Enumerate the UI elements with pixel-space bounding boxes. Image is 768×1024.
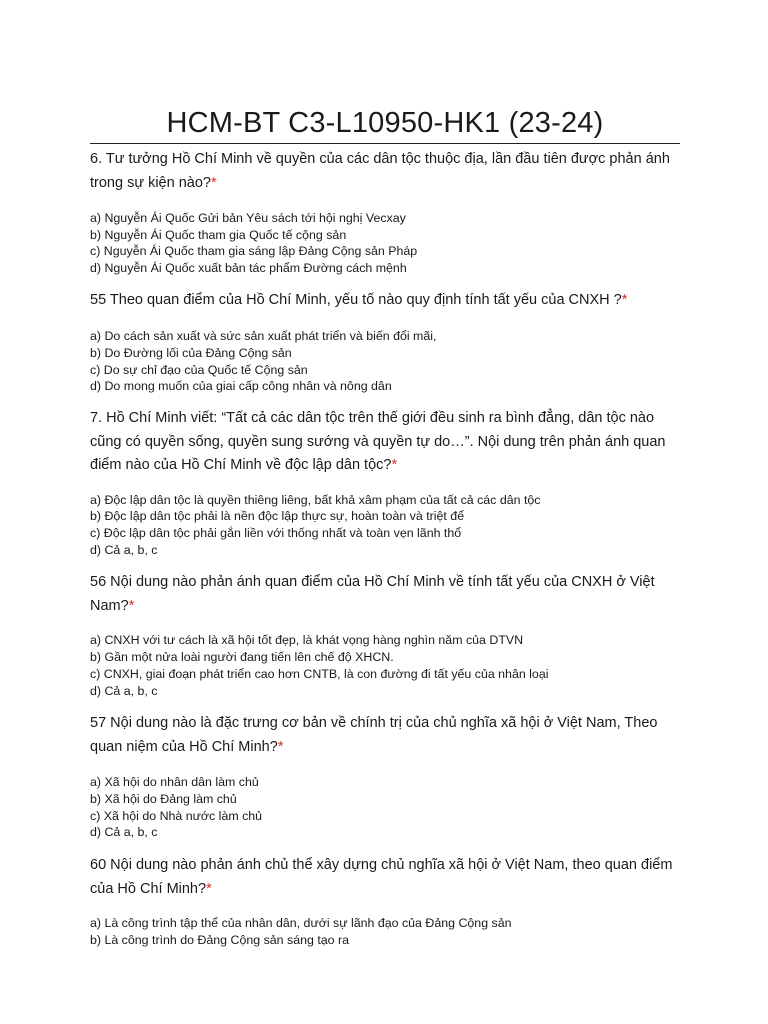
option-b: b) Là công trình do Đảng Cộng sản sáng tạo ra (90, 932, 349, 947)
option-list (90, 210, 680, 277)
option-list (90, 774, 680, 841)
option-list (90, 328, 680, 395)
option-a: a) Xã hội do nhân dân làm chủ (90, 775, 259, 790)
option-d: d) Cả a, b, c (90, 683, 158, 698)
option-d: d) Cả a, b, c (90, 825, 158, 840)
document-page (90, 0, 680, 948)
required-mark: * (621, 291, 628, 308)
question-block (90, 289, 680, 395)
question-block (90, 148, 680, 277)
option-a: a) CNXH với tư cách là xã hội tốt đẹp, là khát vọng hàng nghìn năm của DTVN (90, 633, 524, 648)
option-a: a) Độc lập dân tộc là quyền thiêng liêng, bất khả xâm phạm của tất cả các dân tộc (90, 492, 541, 507)
question-block (90, 407, 680, 558)
question-text: 60 Nội dung nào phản ánh chủ thể xây dựng chủ nghĩa xã hội ở Việt Nam, theo quan điểm của Hồ Chí Minh?* (90, 857, 673, 897)
required-mark: * (391, 457, 398, 474)
question-block (90, 712, 680, 841)
option-b: b) Độc lập dân tộc phải là nền độc lập thực sự, hoàn toàn và triệt để (90, 509, 465, 524)
required-mark: * (128, 597, 135, 614)
required-mark: * (210, 174, 217, 191)
option-a: a) Do cách sản xuất và sức sản xuất phát triển và biến đổi mãi, (90, 329, 437, 344)
question-text: 56 Nội dung nào phản ánh quan điểm của Hồ Chí Minh về tính tất yếu của CNXH ở Việt Nam?* (90, 574, 655, 614)
question-text: 55 Theo quan điểm của Hồ Chí Minh, yếu tố nào quy định tính tất yếu của CNXH ?* (90, 291, 628, 308)
option-list (90, 632, 680, 699)
required-mark: * (206, 880, 212, 897)
option-b: b) Xã hội do Đảng làm chủ (90, 791, 237, 806)
question-text: 6. Tư tưởng Hồ Chí Minh về quyền của các dân tộc thuộc địa, lần đầu tiên được phản ánh trong sự kiện nào?* (90, 151, 670, 191)
option-d: d) Nguyễn Ái Quốc xuất bản tác phẩm Đường cách mệnh (90, 261, 407, 276)
question-text: 7. Hồ Chí Minh viết: “Tất cả các dân tộc trên thế giới đều sinh ra bình đẳng, dân tộc nào cũng có quyền sống, quyền sung sướng và quyền tự do…”. Nội dung trên phản ánh quan điểm nào của Hồ Chí Minh về độc lập dân tộc?* (90, 410, 666, 474)
option-d: d) Cả a, b, c (90, 542, 158, 557)
option-a: a) Là công trình tập thể của nhân dân, dưới sự lãnh đạo của Đảng Cộng sản (90, 916, 512, 931)
option-b: b) Gần một nửa loài người đang tiến lên chế độ XHCN. (90, 650, 394, 665)
option-list (90, 915, 680, 948)
option-c: c) Xã hội do Nhà nước làm chủ (90, 808, 263, 823)
question-block (90, 571, 680, 699)
required-mark: * (277, 738, 284, 755)
option-d: d) Do mong muốn của giai cấp công nhân và nông dân (90, 379, 392, 394)
option-a: a) Nguyễn Ái Quốc Gửi bản Yêu sách tới hội nghị Vecxay (90, 211, 406, 225)
question-block (90, 854, 680, 948)
option-c: c) Do sự chỉ đạo của Quốc tế Cộng sản (90, 362, 308, 377)
option-b: b) Do Đường lối của Đảng Cộng sản (90, 346, 292, 361)
title-divider (90, 143, 680, 144)
document-title: HCM-BT C3-L10950-HK1 (23-24) (166, 107, 604, 139)
option-c: c) Độc lập dân tộc phải gắn liền với thống nhất và toàn vẹn lãnh thổ (90, 526, 462, 541)
question-text: 57 Nội dung nào là đặc trưng cơ bản về chính trị của chủ nghĩa xã hội ở Việt Nam, Theo quan niệm của Hồ Chí Minh?* (90, 715, 658, 755)
option-c: c) CNXH, giai đoạn phát triển cao hơn CNTB, là con đường đi tất yếu của nhân loại (90, 666, 549, 681)
option-b: b) Nguyễn Ái Quốc tham gia Quốc tế cộng sản (90, 227, 347, 242)
option-list (90, 492, 680, 559)
option-c: c) Nguyễn Ái Quốc tham gia sáng lập Đảng Cộng sản Pháp (90, 244, 418, 259)
